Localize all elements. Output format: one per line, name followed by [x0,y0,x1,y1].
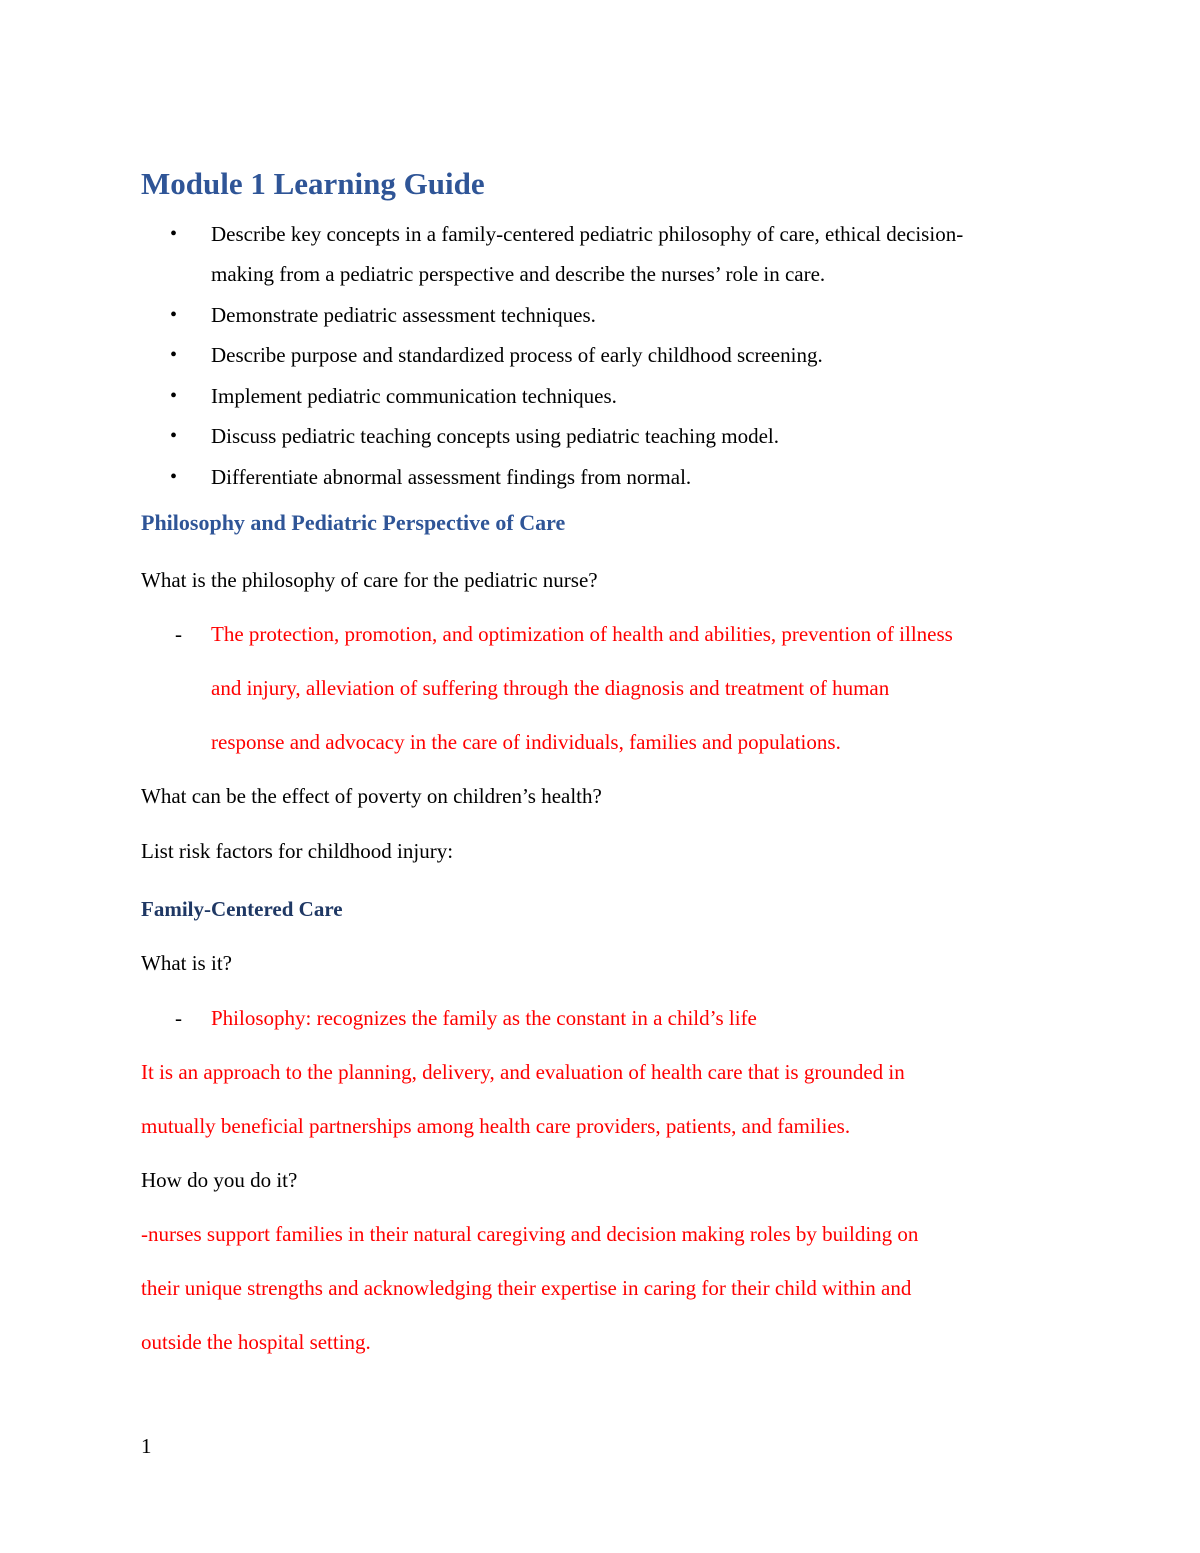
bullet-marker: • [170,223,178,245]
answer-line: response and advocacy in the care of individuals, families and populations. [211,730,841,754]
bullet-marker: • [170,466,178,488]
objective-line: Differentiate abnormal assessment findings from normal. [211,465,692,489]
objective-line: making from a pediatric perspective and describe the nurses’ role in care. [211,262,826,286]
document-title: Module 1 Learning Guide [141,166,485,201]
bullet-marker: • [170,425,178,447]
answer-line: outside the hospital setting. [141,1330,371,1354]
bullet-marker: • [170,304,178,326]
question-risk-factors: List risk factors for childhood injury: [141,839,454,863]
objective-line: Discuss pediatric teaching concepts using pediatric teaching model. [211,424,779,448]
section-heading-philosophy: Philosophy and Pediatric Perspective of Care [141,510,566,535]
page-number: 1 [141,1434,152,1458]
dash-marker: - [175,622,182,646]
answer-line: mutually beneficial partnerships among health care providers, patients, and families. [141,1114,851,1138]
answer-line: their unique strengths and acknowledging their expertise in caring for their child within and [141,1276,912,1300]
question-philosophy: What is the philosophy of care for the pediatric nurse? [141,568,598,592]
dash-marker: - [175,1006,182,1030]
answer-line: and injury, alleviation of suffering through the diagnosis and treatment of human [211,676,890,700]
objective-line: Describe key concepts in a family-centered pediatric philosophy of care, ethical decision- [211,222,964,246]
objective-line: Implement pediatric communication techniques. [211,384,617,408]
question-what-is-it: What is it? [141,951,232,975]
section-heading-family-centered-care: Family-Centered Care [141,897,343,921]
question-poverty: What can be the effect of poverty on children’s health? [141,784,602,808]
objective-line: Demonstrate pediatric assessment techniques. [211,303,596,327]
bullet-marker: • [170,344,178,366]
answer-line: The protection, promotion, and optimization of health and abilities, prevention of illness [211,622,953,646]
question-how-do-you-do-it: How do you do it? [141,1168,298,1192]
objective-line: Describe purpose and standardized process of early childhood screening. [211,343,823,367]
answer-line: It is an approach to the planning, delivery, and evaluation of health care that is grounded in [141,1060,905,1084]
bullet-marker: • [170,385,178,407]
answer-line: -nurses support families in their natural caregiving and decision making roles by building on [141,1222,919,1246]
answer-line: Philosophy: recognizes the family as the constant in a child’s life [211,1006,757,1030]
